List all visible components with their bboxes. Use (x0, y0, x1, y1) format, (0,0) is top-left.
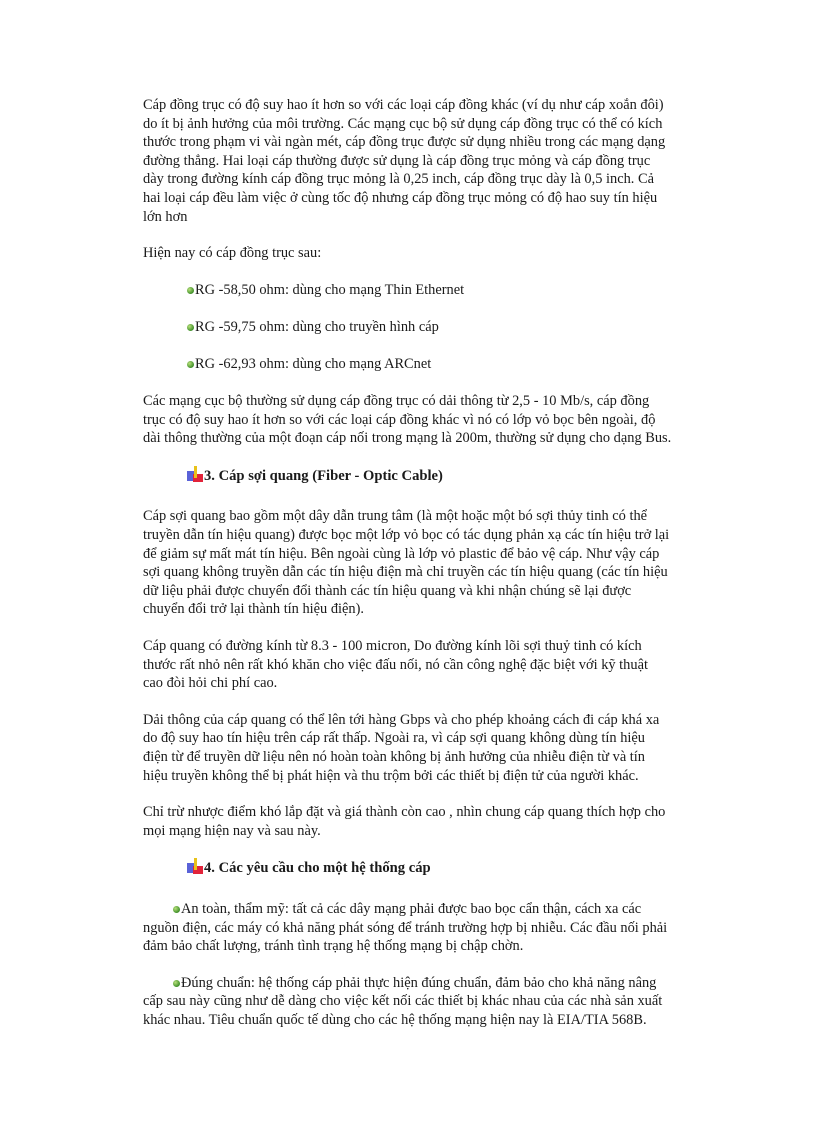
text-line: hai loại cáp đều làm việc ở cùng tốc độ nhưng cáp đồng trục mỏng có độ hao suy tín hiệu (143, 189, 658, 206)
green-bullet-icon (173, 980, 180, 987)
text-line (143, 974, 703, 993)
text-line: Cáp đồng trục có độ suy hao ít hơn so với các loại cáp đồng khác (ví dụ như cáp xoắn đôi) (143, 97, 664, 113)
text-line: cấp sau này cũng như dễ dàng cho việc kết nối các thiết bị khác nhau của các nhà sản xuất (143, 993, 663, 1010)
text-line: mọi mạng hiện nay và sau này. (143, 822, 321, 839)
requirement-text: Đúng chuẩn: hệ thống cáp phải thực hiện đúng chuẩn, đảm bảo cho khả năng nâng (181, 974, 657, 991)
text-line: dày trong đường kính cáp đồng trục mỏng là 0,25 inch, cáp đồng trục dày là 0,5 inch. Cả (143, 171, 654, 188)
section-heading-icon (187, 466, 204, 482)
text-line (143, 900, 703, 919)
section-3-title: 3. Cáp sợi quang (Fiber - Optic Cable) (204, 467, 443, 484)
text-line: đường thẳng. Hai loại cáp thường được sử dụng là cáp đồng trục mỏng và cáp đồng trục (143, 152, 651, 169)
fiber-paragraph-1 (143, 507, 703, 619)
text-line: thước trong phạm vi vài ngàn mét, cáp đồng trục được sử dụng nhiều trong các mạng dạng (143, 134, 666, 151)
text-line: Chỉ trừ nhược điểm khó lắp đặt và giá thành còn cao , nhìn chung cáp quang thích hợp cho (143, 804, 666, 821)
text-line: điện từ để truyền dữ liệu nên nó hoàn toàn không bị ảnh hưởng của nhiễu điện từ và tín (143, 748, 645, 765)
section-3-heading (187, 466, 703, 486)
text-line: trục có độ suy hao ít hơn so với các loại cáp đồng khác vì nó có lớp vỏ bọc bên ngoài, độ (143, 411, 656, 428)
list-item-text: RG -58,50 ohm: dùng cho mạng Thin Ethernet (195, 282, 465, 299)
text-line: chuyển đổi trở lại thành tín hiệu điện). (143, 601, 365, 618)
text-line: do độ suy hao tín hiệu trên cáp rất thấp. Ngoài ra, vì cáp sợi quang không dùng tín hiệu (143, 730, 645, 747)
text-line: nguồn điện, các máy có khả năng phát sóng để tránh trường hợp bị nhiễu. Các đầu nối phải (143, 919, 668, 936)
requirement-item (143, 900, 703, 956)
text-line: hiệu truyền không thể bị phát hiện và thu trộm bởi các thiết bị điện tử của người khác. (143, 767, 639, 784)
green-bullet-icon (187, 324, 194, 331)
text-line: khác nhau. Tiêu chuẩn quốc tế dùng cho các hệ thống mạng hiện nay là EIA/TIA 568B. (143, 1011, 647, 1028)
text-line: Cáp sợi quang bao gồm một dây dẫn trung tâm (là một hoặc một bó sợi thủy tinh có thể (143, 508, 648, 525)
requirement-item (143, 974, 703, 1030)
section-4-title: 4. Các yêu cầu cho một hệ thống cáp (204, 860, 431, 877)
coax-intro-paragraph (143, 96, 703, 226)
text-line: sợi quang không truyền dẫn các tín hiệu điện mà chỉ truyền các tín hiệu quang (các tín hiệu (143, 564, 668, 581)
green-bullet-icon (173, 906, 180, 913)
coax-summary-paragraph (143, 392, 703, 448)
text-line: Dải thông của cáp quang có thể lên tới hàng Gbps và cho phép khoảng cách đi cáp khá xa (143, 711, 660, 728)
list-item (187, 355, 703, 374)
text-line: cao đòi hỏi chi phí cao. (143, 675, 278, 692)
list-item (187, 318, 703, 337)
green-bullet-icon (187, 287, 194, 294)
section-heading-icon (187, 858, 204, 874)
section-4-heading (187, 858, 703, 878)
text-line: dài thông thường của một đoạn cáp nối trong mạng là 200m, thường sử dụng cho dạng Bus. (143, 430, 672, 447)
text-line: Cáp quang có đường kính từ 8.3 - 100 micron, Do đường kính lõi sợi thuỷ tinh có kích (143, 637, 642, 654)
fiber-paragraph-3 (143, 711, 703, 785)
text-line: thước rất nhỏ nên rất khó khăn cho việc đấu nối, nó cần công nghệ đặc biệt với kỹ thuật (143, 656, 648, 673)
requirement-text: An toàn, thẩm mỹ: tất cả các dây mạng phải được bao bọc cẩn thận, cách xa các (181, 900, 642, 917)
list-item-text: RG -59,75 ohm: dùng cho truyền hình cáp (195, 319, 439, 336)
green-bullet-icon (187, 361, 194, 368)
text-line: đảm bảo chất lượng, tránh tình trạng hệ thống mạng bị chập chờn. (143, 938, 524, 955)
list-item (187, 281, 703, 300)
text-line: truyền dẫn tín hiệu quang) được bọc một lớp vỏ bọc có tác dụng phản xạ các tín hiệu trở lại (143, 527, 670, 543)
coax-types-intro (143, 244, 703, 263)
text-line: để giảm sự mất mát tín hiệu. Bên ngoài cùng là lớp vỏ plastic để bảo vệ cáp. Như vậy cáp (143, 545, 660, 562)
text-line: dữ liệu phải được chuyển đổi thành các tín hiệu quang và khi nhận chúng sẽ lại được (143, 582, 632, 599)
document-page (143, 96, 703, 1047)
list-item-text: RG -62,93 ohm: dùng cho mạng ARCnet (195, 356, 432, 373)
fiber-paragraph-2 (143, 637, 703, 693)
text-line: Các mạng cục bộ thường sử dụng cáp đồng trục có dải thông từ 2,5 - 10 Mb/s, cáp đồng (143, 393, 650, 410)
fiber-paragraph-4 (143, 803, 703, 840)
text-line: do ít bị ảnh hưởng của môi trường. Các mạng cục bộ sử dụng cáp đồng trục có thể có kích (143, 115, 663, 132)
text-line: lớn hơn (143, 208, 188, 225)
text-line: Hiện nay có cáp đồng trục sau: (143, 245, 322, 262)
